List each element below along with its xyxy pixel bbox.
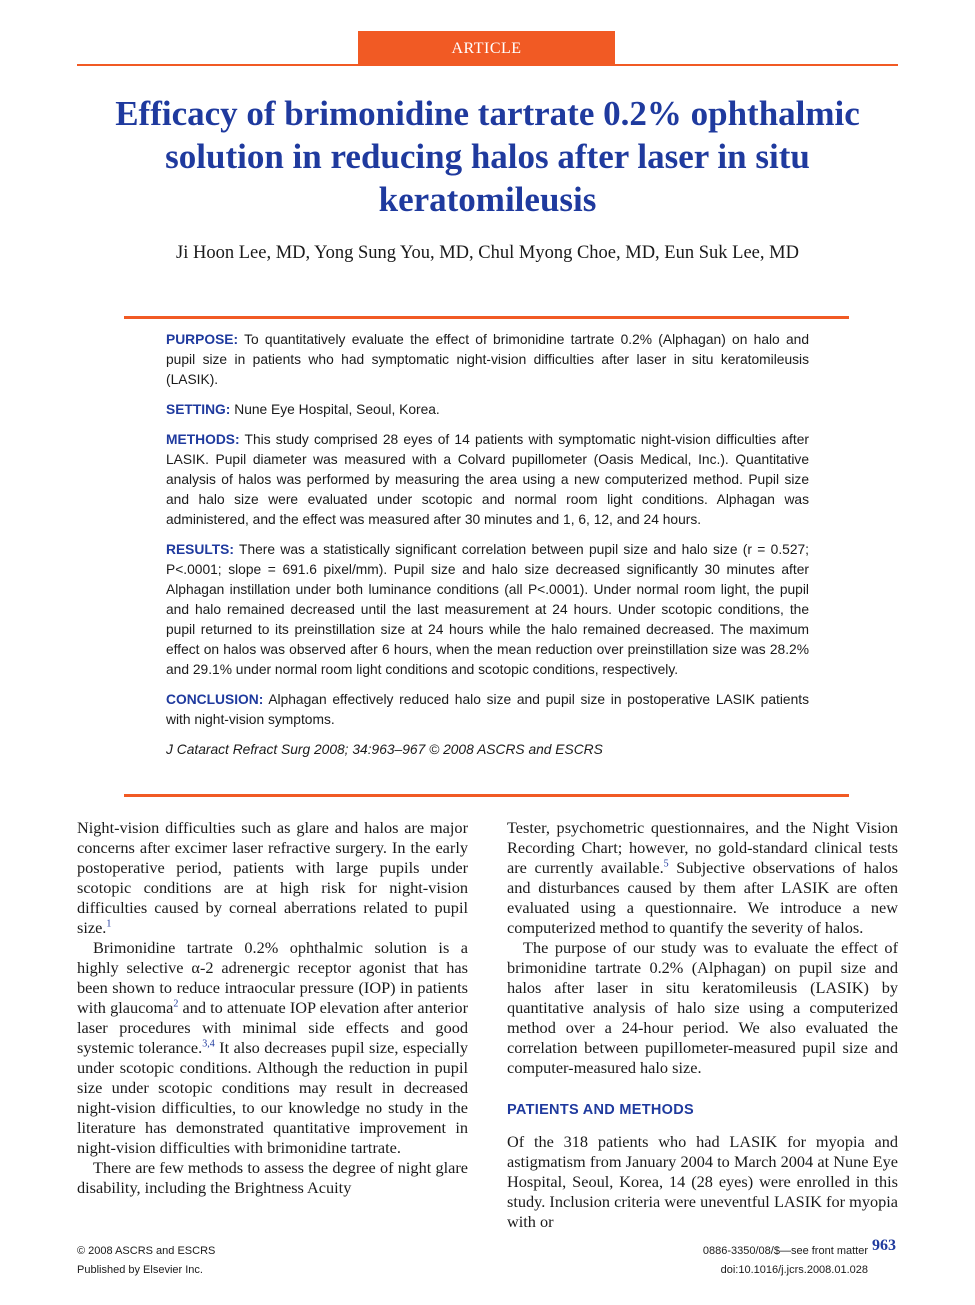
- abstract-top-rule: [124, 316, 849, 319]
- body-paragraph: [507, 1132, 898, 1232]
- abstract-methods: [166, 430, 809, 530]
- body-column-right: [507, 818, 898, 1232]
- copyright-text: © 2008 ASCRS and ESCRS: [77, 1245, 216, 1257]
- reference-link[interactable]: 3,4: [202, 1038, 215, 1050]
- author-list: Ji Hoon Lee, MD, Yong Sung You, MD, Chul Myong Choe, MD, Eun Suk Lee, MD: [176, 243, 799, 263]
- abstract-bottom-rule: [124, 794, 849, 797]
- body-paragraph: [507, 818, 898, 938]
- body-text: and to attenuate IOP elevation after anterior laser procedures with minimal side effects and good systemic tolerance.: [77, 998, 468, 1057]
- purpose-text: To quantitatively evaluate the effect of brimonidine tartrate 0.2% (Alphagan) on halo and pupil size in patients who had symptomatic night-vision difficulties after laser in situ keratomileusis (LASIK).: [166, 332, 809, 387]
- body-text: Night-vision difficulties such as glare and halos are major concerns after excimer laser refractive surgery. In the early postoperative period, patients with large pupils under scotopic conditions are at high risk for night-vision difficulties caused by corneal aberrations related to pupil size.: [77, 818, 468, 937]
- abstract-setting: [166, 400, 809, 420]
- footer-left: [77, 1242, 215, 1280]
- body-paragraph: [507, 938, 898, 1078]
- abstract: [166, 330, 809, 770]
- methods-label: METHODS:: [166, 432, 240, 447]
- body-text: Brimonidine tartrate 0.2% ophthalmic solution is a highly selective α-2 adrenergic receptor agonist that has been shown to reduce intraocular pressure (IOP) in patients with glaucoma: [77, 938, 468, 1017]
- body-text: It also decreases pupil size, especially under scotopic conditions. Although the reduction in pupil size under scotopic conditions may result in decreased night-vision difficulties, to our knowledge no study in the literature has demonstrated quantitative improvement in night-vision difficulties with brimonidine tartrate.: [77, 1038, 469, 1157]
- article-type-tab: ARTICLE: [358, 31, 615, 65]
- section-heading: PATIENTS AND METHODS: [507, 1102, 694, 1118]
- results-text: There was a statistically significant correlation between pupil size and halo size (r = 0.527; P<.0001; slope = 691.6 pixel/mm). Pupil size and halo size decreased significantly 30 minutes after Alphagan instillation under both luminance conditions (all P<.0001). Under normal room light, the pupil and halo remained decreased until the last measurement at 24 hours. Under scotopic conditions, the pupil returned to its preinstillation size at 24 hours while the halo remained decreased. The maximum effect on halos was observed after 6 hours, when the mean reduction over preinstillation size was 28.2% and 29.1% under normal room light conditions and scotopic conditions, respectively.: [166, 542, 809, 677]
- body-text: Subjective observations of halos and disturbances caused by them after LASIK are often evaluated using a questionnaire. We introduce a new computerized method to quantify the severity of halos.: [507, 858, 899, 937]
- article-title: Efficacy of brimonidine tartrate 0.2% ophthalmic solution in reducing halos after laser in situ keratomileusis: [115, 94, 860, 219]
- setting-label: SETTING:: [166, 402, 231, 417]
- abstract-conclusion: [166, 690, 809, 730]
- results-label: RESULTS:: [166, 542, 234, 557]
- body-paragraph: [77, 818, 468, 938]
- publisher-text: Published by Elsevier Inc.: [77, 1264, 203, 1276]
- body-column-left: [77, 818, 468, 1198]
- methods-text: This study comprised 28 eyes of 14 patients with symptomatic night-vision difficulties after LASIK. Pupil diameter was measured with a Colvard pupillometer (Oasis Medical, Inc.). Quantitative analysis of halos was performed by measuring the area using a new computerized method. Pupil size and halo size were evaluated under scotopic and normal room light conditions. Alphagan was administered, and the effect was measured after 30 minutes and 1, 6, 12, and 24 hours.: [166, 432, 809, 527]
- reference-link[interactable]: 1: [106, 918, 112, 930]
- conclusion-text: Alphagan effectively reduced halo size and pupil size in postoperative LASIK patients with night-vision symptoms.: [166, 692, 809, 727]
- journal-citation: J Cataract Refract Surg 2008; 34:963–967 © 2008 ASCRS and ESCRS: [166, 742, 603, 757]
- reference-link[interactable]: 2: [173, 998, 179, 1010]
- footer-right: [703, 1242, 868, 1280]
- body-text: The purpose of our study was to evaluate the effect of brimonidine tartrate 0.2% (Alphagan) on pupil size and halos after laser in situ keratomileusis (LASIK) by quantitative analysis of halo size using a computerized method over a 24-hour period. We also evaluated the correlation between pupillometer-measured pupil size and computer-measured halo size.: [507, 938, 898, 1077]
- abstract-purpose: [166, 330, 809, 390]
- body-text: Of the 318 patients who had LASIK for myopia and astigmatism from January 2004 to March 2004 at Nune Eye Hospital, Seoul, Korea, 14 (28 eyes) were enrolled in this study. Inclusion criteria were uneventful LASIK for myopia with or: [507, 1132, 898, 1231]
- body-text: There are few methods to assess the degree of night glare disability, including the Brightness Acuity: [77, 1158, 468, 1197]
- header-rule: [77, 64, 898, 66]
- body-paragraph: [77, 1158, 468, 1198]
- body-text: Tester, psychometric questionnaires, and the Night Vision Recording Chart; however, no gold-standard clinical tests are currently available.: [507, 818, 898, 877]
- conclusion-label: CONCLUSION:: [166, 692, 264, 707]
- purpose-label: PURPOSE:: [166, 332, 239, 347]
- page-number: 963: [872, 1237, 896, 1254]
- issn-text: 0886-3350/08/$—see front matter: [702, 1245, 868, 1257]
- abstract-results: [166, 540, 809, 680]
- reference-link[interactable]: 5: [663, 858, 669, 870]
- body-paragraph: [77, 938, 468, 1158]
- doi-link[interactable]: doi:10.1016/j.jcrs.2008.01.028: [720, 1264, 868, 1276]
- setting-text: Nune Eye Hospital, Seoul, Korea.: [230, 402, 440, 417]
